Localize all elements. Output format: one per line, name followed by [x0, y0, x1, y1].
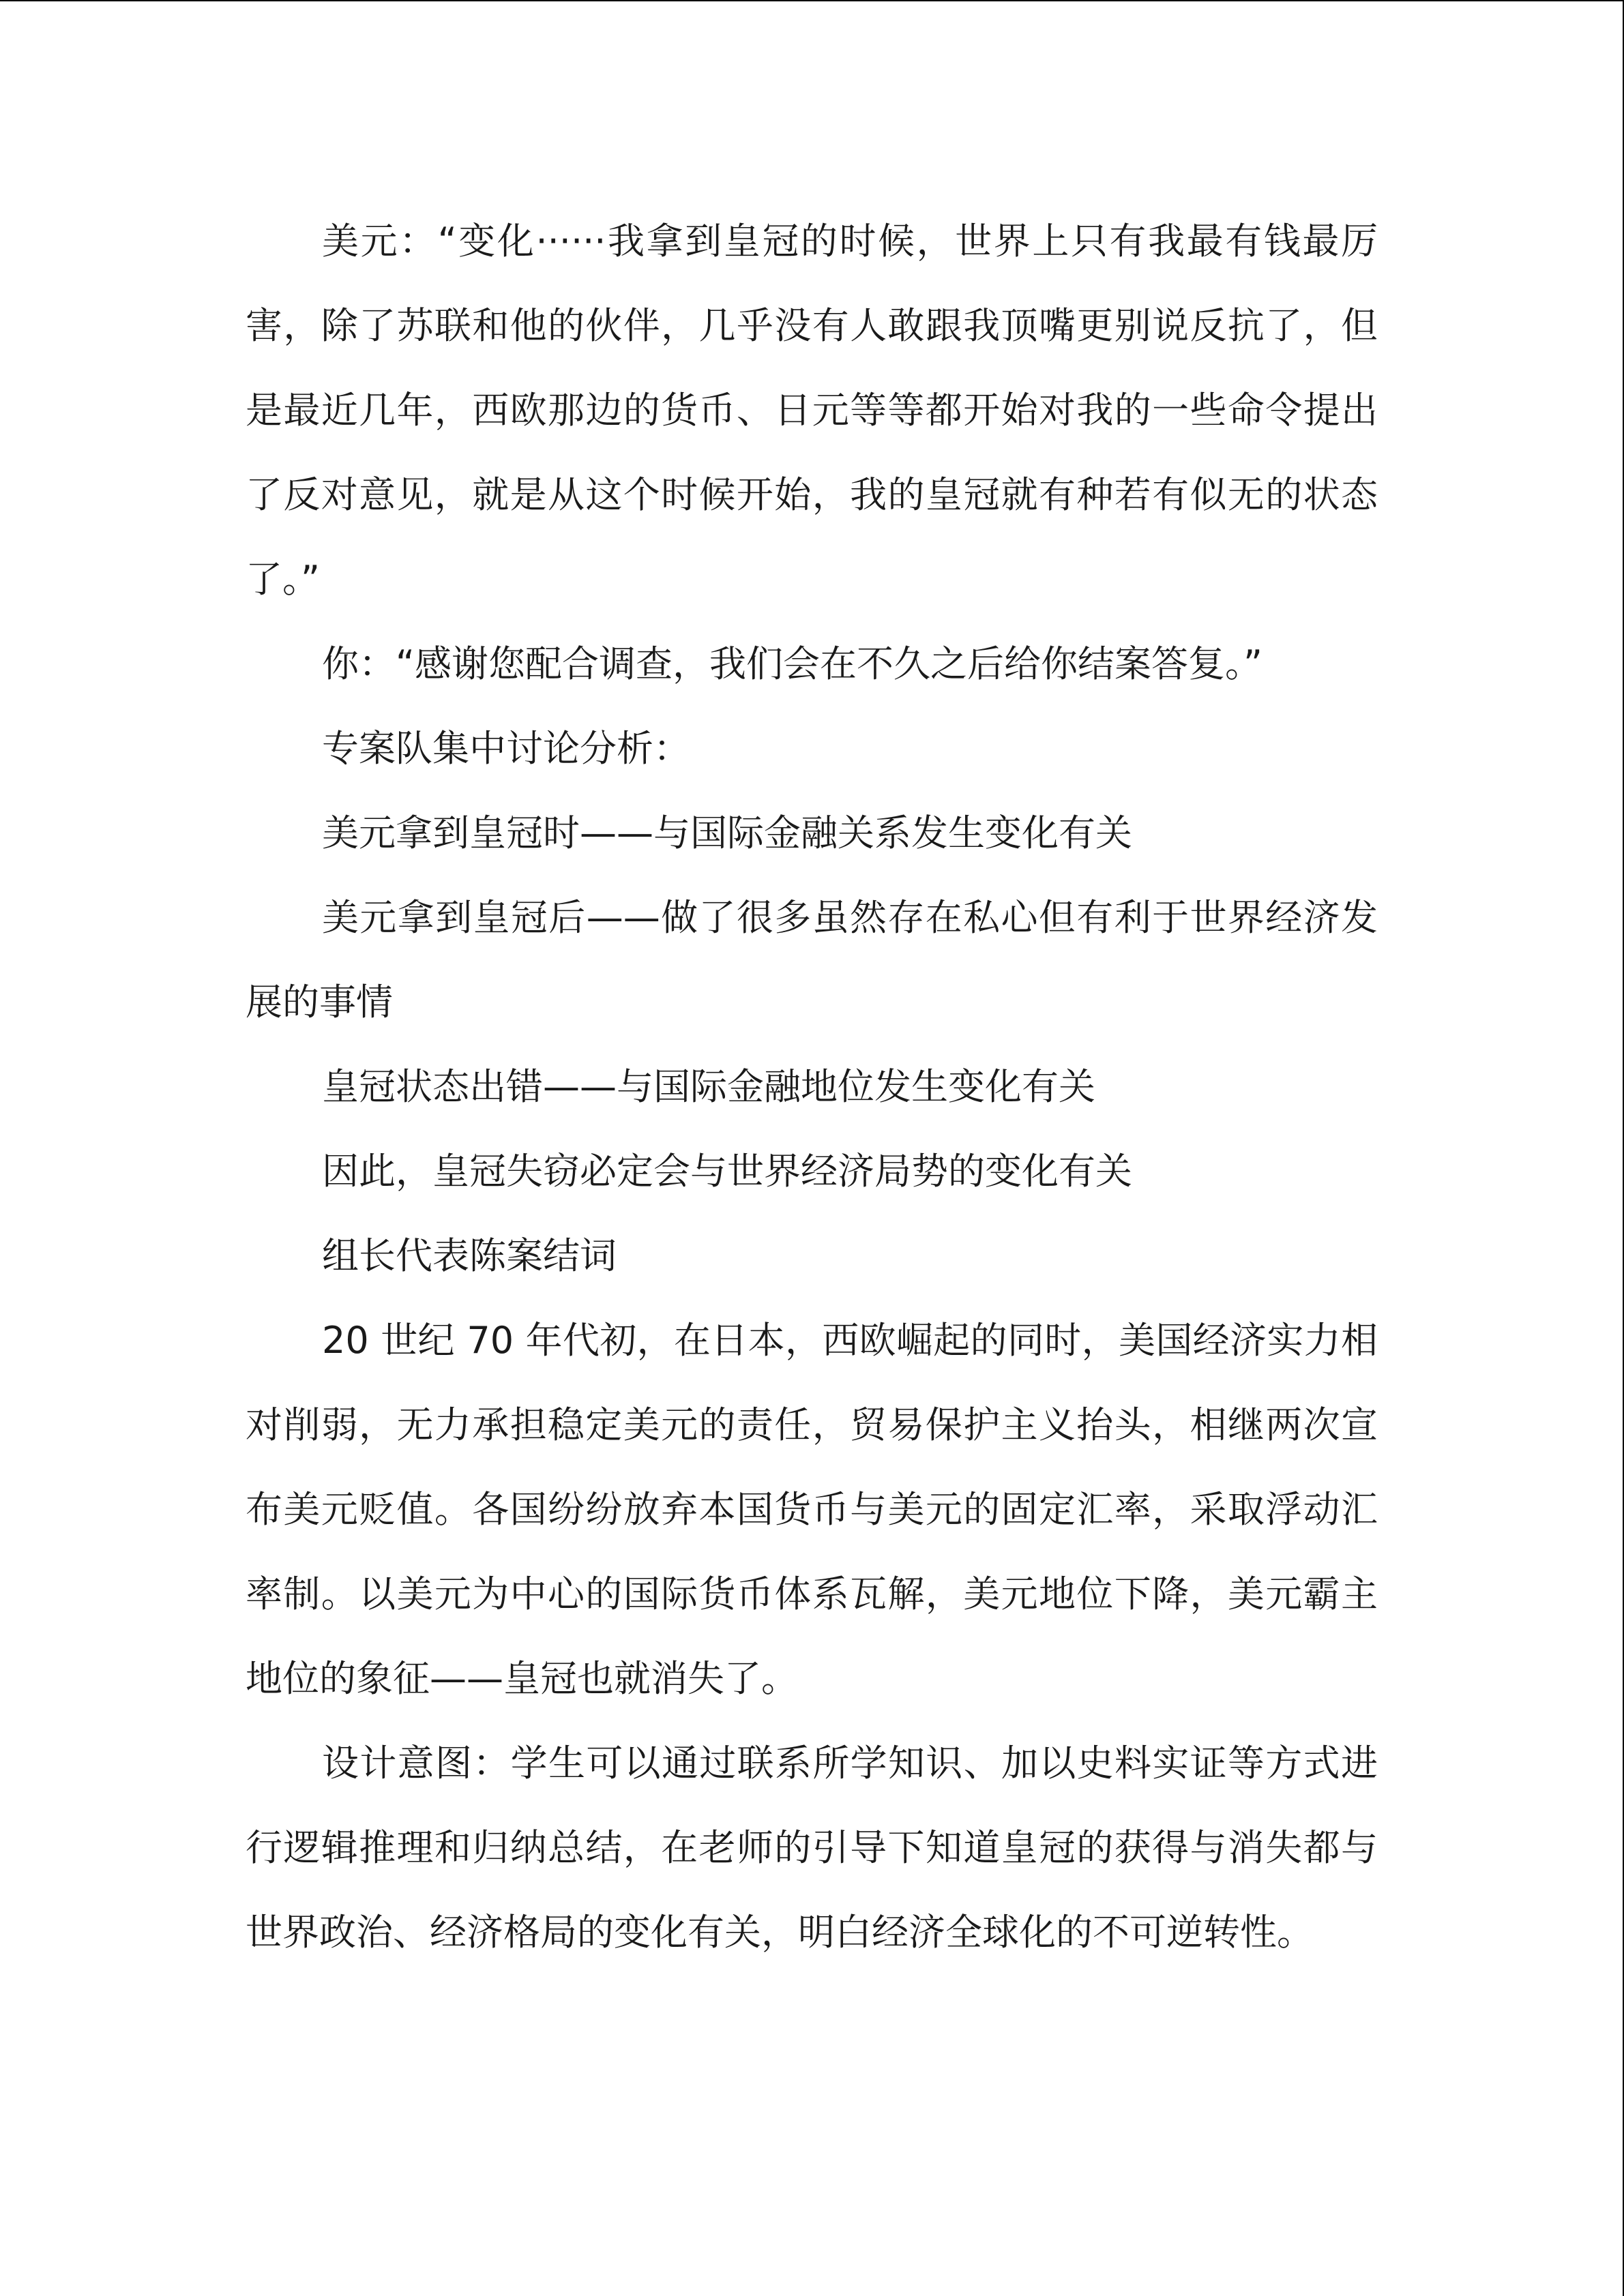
paragraph-point-2: 美元拿到皇冠后——做了很多虽然存在私心但有利于世界经济发展的事情 — [246, 896, 1378, 1024]
paragraph-point-1: 美元拿到皇冠时——与国际金融关系发生变化有关 — [322, 811, 1132, 854]
paragraph-closing-heading: 组长代表陈案结词 — [322, 1234, 617, 1277]
paragraph-you-reply: 你：“感谢您配合调查，我们会在不久之后给你结案答复。” — [322, 642, 1263, 685]
document-body — [246, 199, 1378, 1975]
paragraph-point-3: 皇冠状态出错——与国际金融地位发生变化有关 — [322, 1065, 1095, 1108]
paragraph-conclusion: 因此，皇冠失窃必定会与世界经济局势的变化有关 — [322, 1150, 1132, 1193]
paragraph-design-intent: 设计意图：学生可以通过联系所学知识、加以史料实证等方式进行逻辑推理和归纳总结，在老师的引导下知道皇冠的获得与消失都与世界政治、经济格局的变化有关，明白经济全球化的不可逆转性。 — [246, 1742, 1378, 1954]
paragraph-history: 20 世纪 70 年代初，在日本，西欧崛起的同时，美国经济实力相对削弱，无力承担稳定美元的责任，贸易保护主义抬头，相继两次宣布美元贬值。各国纷纷放弃本国货币与美元的固定汇率，采取浮动汇率制。以美元为中心的国际货币体系瓦解，美元地位下降，美元霸主地位的象征——皇冠也就消失了。 — [246, 1319, 1378, 1700]
paragraph-discussion-heading: 专案队集中讨论分析： — [322, 727, 690, 770]
paragraph-dollar-statement: 美元：“变化······我拿到皇冠的时候，世界上只有我最有钱最厉害，除了苏联和他的伙伴，几乎没有人敢跟我顶嘴更别说反抗了，但是最近几年，西欧那边的货币、日元等等都开始对我的一些命令提出了反对意见，就是从这个时候开始，我的皇冠就有种若有似无的状态了。” — [246, 220, 1378, 601]
